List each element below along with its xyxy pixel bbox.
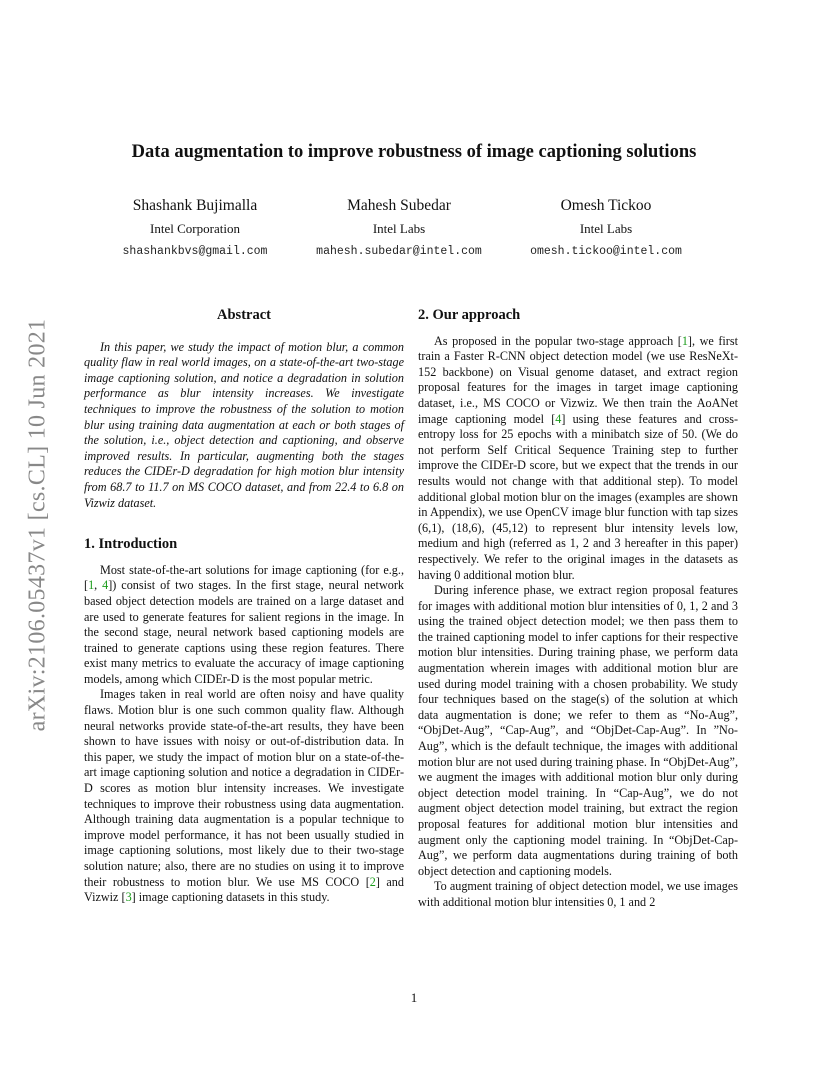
author-block-1 — [80, 196, 310, 259]
citation-link[interactable]: 1 — [88, 578, 95, 593]
approach-heading: 2. Our approach — [418, 307, 521, 323]
abstract-heading: Abstract — [217, 307, 271, 323]
left-column — [84, 308, 404, 906]
author-block-2 — [284, 196, 514, 259]
citation-link[interactable]: 2 — [369, 874, 376, 889]
author-name: Mahesh Subedar — [347, 197, 451, 214]
citation-link[interactable]: 3 — [125, 890, 132, 905]
intro-heading: 1. Introduction — [84, 536, 178, 553]
approach-paragraph-3: To augment training of object detection model, we use images with additional motion blur intensities 0, 1 and 2 — [418, 879, 738, 909]
approach-paragraph-1: As proposed in the popular two-stage approach [1], we first train a Faster R-CNN object detection model (we use ResNeXt-152 backbone) on Visual genome dataset, and extract region proposal features for the images in target image captioning dataset, i.e., MS COCO or Vizwiz. We then train the AoANet image captioning model [4] using these features and cross-entropy loss for 25 epochs with a minibatch size of 50. (We do not perform Self Critical Sequence Training step to further improve the CIDEr-D score, but we expect that the trends in our results would not change with that additional step). To model additional global motion blur on the images (examples are shown in Appendix), we use OpenCV image blur function with tap sizes (6,1), (18,6), (45,12) to represent blur intensity levels low, medium and high (referred as 1, 2 and 3 hereafter in this paper) respectively. We refer to the original images in the datasets as having 0 additional motion blur. — [418, 333, 738, 582]
author-affiliation: Intel Corporation — [150, 221, 240, 236]
citation-link[interactable]: 4 — [102, 578, 109, 593]
approach-paragraph-2: During inference phase, we extract region proposal features for images with additional motion blur intensities of 0, 1, 2 and 3 using the trained object detection model; we then pass them to the trained captioning model to infer captions for their respective motion blur intensities. During training phase, we perform data augmentation wherein images with additional motion blur are used during model training with a chosen probability. We study four techniques based on the stage(s) of the solution at which data augmentation is done; we refer to them as “No-Aug”, “ObjDet-Aug”, “Cap-Aug”, and “ObjDet-Cap-Aug”. In ”No-Aug”, which is the default technique, the images with additional motion blur are not used during training phase. In “ObjDet-Aug”, we augment the images with additional motion blur only during object detection model training. In “Cap-Aug”, we do not augment object detection model training, but extract the region proposal features for additional motion blur intensities and augment only the captioning model training. In “ObjDet-Cap-Aug”, we perform data augmentations during training of both object detection and captioning models. — [418, 583, 738, 878]
author-email: shashankbvs@gmail.com — [122, 245, 268, 258]
author-name: Shashank Bujimalla — [132, 197, 258, 214]
intro-paragraph-1: Most state-of-the-art solutions for image captioning (for e.g., [1, 4]) consist of two stages. In the first stage, neural network based object detection models are trained on a large dataset and are used to generate features for salient regions in the image. In the second stage, neural network based captioning models are trained to generate captions using these region features. There exist many metrics to evaluate the accuracy of image captioning models, among which CIDEr-D is the most popular metric. — [84, 562, 404, 686]
author-affiliation: Intel Labs — [579, 221, 633, 236]
arxiv-stamp: arXiv:2106.05437v1 [cs.CL] 10 Jun 2021 — [24, 318, 51, 732]
author-affiliation: Intel Labs — [372, 221, 426, 236]
paper-title: Data augmentation to improve robustness of image captioning solutions — [131, 142, 697, 162]
right-column — [418, 308, 738, 911]
author-name: Omesh Tickoo — [560, 197, 652, 214]
author-block-3 — [491, 196, 721, 259]
citation-link[interactable]: 1 — [681, 333, 688, 348]
page-number: 1 — [410, 990, 418, 1005]
abstract-text: In this paper, we study the impact of motion blur, a common quality flaw in real world images, on a state-of-the-art two-stage image captioning solution, and notice a degradation in solution performance as blur intensity increases. We investigate techniques to improve the robustness of the solution to motion blur using training data augmentation at each or both stages of the solution, i.e., object detection and captioning, and observe improved results. In particular, augmenting both the stages reduces the CIDEr-D degradation for high motion blur intensity from 68.7 to 11.7 on MS COCO dataset, and from 22.4 to 6.8 on Vizwiz dataset. — [84, 339, 404, 510]
intro-paragraph-2: Images taken in real world are often noisy and have quality flaws. Motion blur is one such common quality flaw. Although neural networks provide state-of-the-art results, they have been shown to have issues with noisy or out-of-distribution data. In this paper, we study the impact of motion blur on a state-of-the-art image captioning solution and notice a degradation in CIDEr-D scores as motion blur intensity increases. We investigate techniques to improve their robustness using data augmentation. Although training data augmentation is a popular technique to improve model performance, it has not been usually studied in image captioning solutions, most likely due to their two-stage solution nature; also, there are no studies on using it to improve their robustness to motion blur. We use MS COCO [2] and Vizwiz [3] image captioning datasets in this study. — [84, 687, 404, 905]
author-email: omesh.tickoo@intel.com — [530, 245, 682, 258]
citation-link[interactable]: 4 — [555, 411, 562, 426]
author-email: mahesh.subedar@intel.com — [316, 245, 482, 258]
